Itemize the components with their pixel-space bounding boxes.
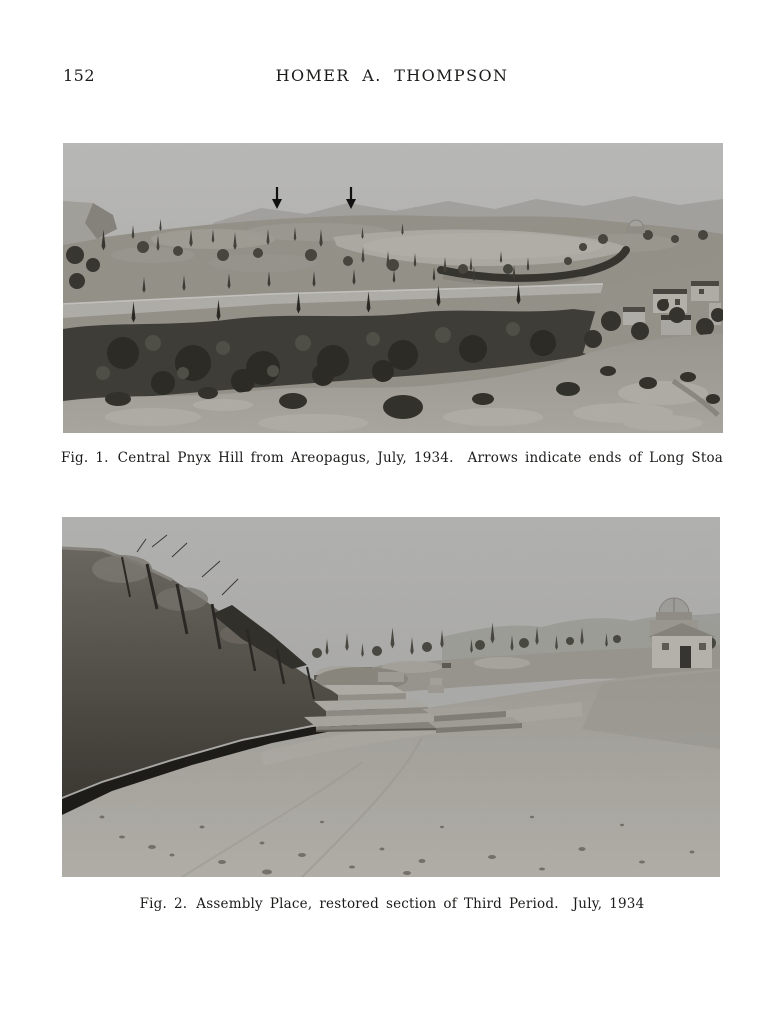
pnyx-hill-photo [63,143,723,433]
pnyx-hill-photo-art [63,143,723,433]
figure2-label: Fig. 2. [139,896,188,912]
page-number: 152 [63,66,96,85]
figure1-label: Fig. 1. [60,450,109,466]
assembly-place-photo-art [62,517,720,877]
figure1-caption [0,450,784,466]
figure2-caption [0,896,784,912]
figure1-caption-text: Central Pnyx Hill from Areopagus, July, 1934. Arrows indicate ends of Long Stoa [117,450,724,466]
running-head: HOMER A. THOMPSON [275,66,509,85]
assembly-place-photo [62,517,720,877]
figure2-caption-text: Assembly Place, restored section of Third Period. July, 1934 [196,896,645,912]
